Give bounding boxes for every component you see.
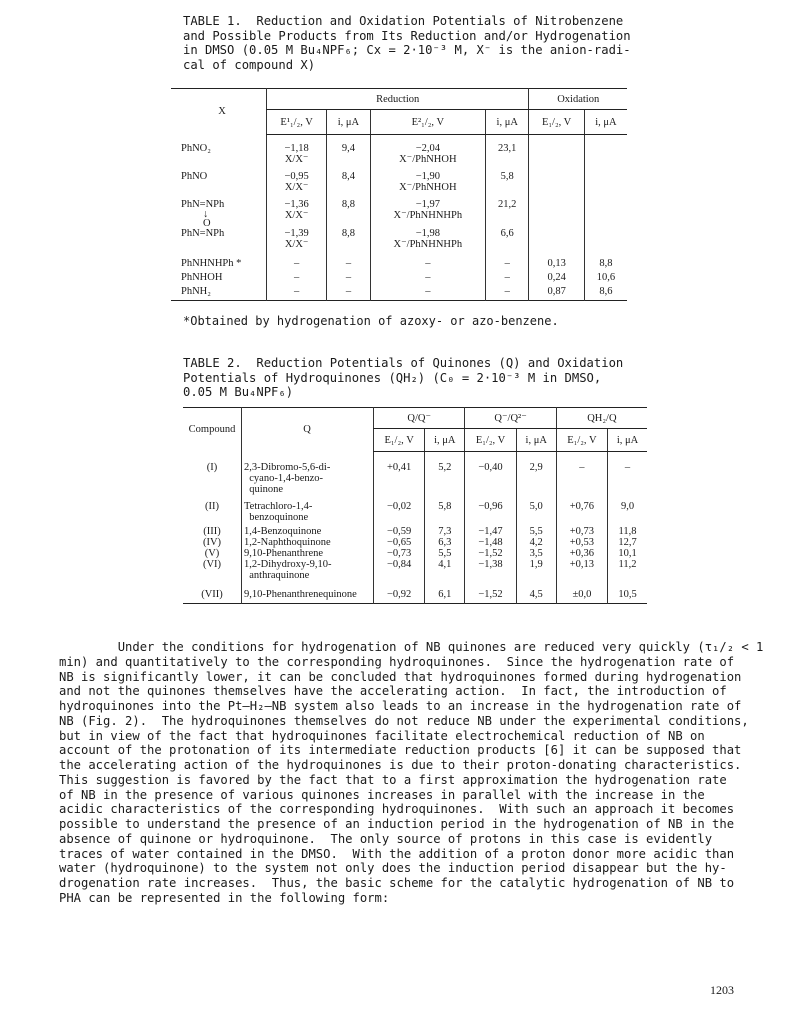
table2-cell-e2: −1,38 <box>465 559 516 581</box>
table1-header-reduction: Reduction <box>267 89 529 110</box>
table2-cell-e1: −0,02 <box>374 498 425 526</box>
table1-cell-e1: −0,95 <box>284 171 309 182</box>
table1-footnote: *Obtained by hydrogenation of azoxy- or azo-benzene. <box>183 314 559 328</box>
table1-cell-eox <box>529 228 584 250</box>
table1-cell-i1: 8,4 <box>327 165 370 193</box>
table-row <box>171 143 627 165</box>
table2-cell-i2: 1,9 <box>516 559 556 581</box>
table2-cell-i1: 6,1 <box>425 581 465 604</box>
table2-caption: TABLE 2. Reduction Potentials of Quinones (Q) and Oxidation Potentials of Hydroquinones (QH₂) (C₀ = 2·10⁻³ M in DMSO, 0.05 M Bu₄NPF₆) <box>183 356 624 400</box>
table2-cell-compound: (II) <box>205 500 219 512</box>
table2-cell-i2: 5,0 <box>516 498 556 526</box>
table2-cell-i2: 3,5 <box>516 548 556 559</box>
table1-cell-eox <box>529 143 584 165</box>
table1-cell-e1-couple: X/X⁻ <box>284 154 309 165</box>
table2-cell-e2: −0,96 <box>465 498 516 526</box>
table1-cell-i1: – <box>327 250 370 269</box>
table1-cell-e1: – <box>267 283 327 301</box>
table1-cell-iox: 8,8 <box>584 250 627 269</box>
table2-cell-e3: ±0,0 <box>556 581 607 604</box>
azoxy-arrow-icon: ↓ <box>203 209 209 220</box>
table1-cell-x: PhN=NPh <box>181 228 225 239</box>
table1-cell-x: PhNHOH <box>181 272 223 283</box>
table1-header-e1: E¹₁/₂, V <box>267 110 327 135</box>
table2-cell-i1: 5,2 <box>425 452 465 498</box>
table2-cell-e2: −0,40 <box>465 452 516 498</box>
table2-cell-compound: (V) <box>204 547 220 559</box>
table2-header-i: i, μA <box>608 429 647 452</box>
table1-cell-eox: 0,24 <box>529 269 584 283</box>
table2-cell-quinone: 1,2-Naphthoquinone <box>242 537 374 548</box>
table1-cell-i1: 8,8 <box>327 228 370 250</box>
table2-cell-i3: 11,8 <box>608 526 647 537</box>
table1-cell-i1: – <box>327 269 370 283</box>
table-row <box>183 537 647 548</box>
table2-cell-e2: −1,52 <box>465 548 516 559</box>
table1-cell-i2: – <box>486 250 529 269</box>
table2-cell-e3: +0,13 <box>556 559 607 581</box>
table1-cell-x: PhNH₂ <box>181 286 211 297</box>
table1-cell-e2: – <box>370 269 485 283</box>
table1-cell-i2: 23,1 <box>486 143 529 165</box>
table1-cell-eox: 0,13 <box>529 250 584 269</box>
table1-cell-e2: −1,90 <box>415 171 440 182</box>
table2-cell-i1: 6,3 <box>425 537 465 548</box>
table1-cell-e2-couple: X⁻/PhNHNHPh <box>393 239 463 250</box>
table2-cell-e1: −0,59 <box>374 526 425 537</box>
table2-cell-e2: −1,47 <box>465 526 516 537</box>
table2-cell-i3: 12,7 <box>608 537 647 548</box>
table-row <box>171 165 627 193</box>
table1-cell-iox <box>584 143 627 165</box>
body-paragraph: Under the conditions for hydrogenation of NB quinones are reduced very quickly (τ₁/₂ < 1 min) and quantitatively to the corresponding hydroquinones. Since the hydrogenation rate of NB is significantly lower, it can be concluded that hydroquinones formed during hydrogenation and not the quinones themselves have the accelerating action. In fact, the introduction of hydroquinones into the Pt–H₂–NB system also leads to an increase in the hydrogenation rate of NB (Fig. 2). The hydroquinones themselves do not reduce NB under the experimental conditions, but in view of the fact that hydroquinones facilitate electrochemical reduction of NB on account of the protonation of its intermediate reduction products [6] it can be supposed that the accelerating action of the hydroquinones is due to their proton-donating characteristics. This suggestion is favored by the fact that to a first approximation the hydrogenation rate of NB in the presence of various quinones increases in parallel with the increase in the acidic characteristics of the corresponding hydroquinones. With such an approach it becomes possible to understand the presence of an induction period in the hydrogenation of NB in the absence of quinone or hydroquinone. The only source of protons in this case is evidently traces of water contained in the DMSO. With the addition of a proton donor more acidic than water (hydroquinone) to the system not only does the induction period disappear but the hy- drogenation rate increases. Thus, the basic scheme for the catalytic hydrogenation of NB to PHA can be represented in the following form: <box>59 640 764 905</box>
table1-cell-e1: −1,39 <box>284 228 309 239</box>
table1-cell-e1-couple: X/X⁻ <box>284 239 309 250</box>
table2-cell-e3: +0,53 <box>556 537 607 548</box>
table2-cell-e1: −0,73 <box>374 548 425 559</box>
table-row <box>171 228 627 250</box>
table2-cell-i3: 10,1 <box>608 548 647 559</box>
table-row <box>183 452 647 498</box>
table-row <box>183 548 647 559</box>
table2-cell-quinone: 9,10-Phenanthrene <box>242 548 374 559</box>
table-row <box>171 269 627 283</box>
table2-cell-e2: −1,48 <box>465 537 516 548</box>
table1-cell-iox <box>584 165 627 193</box>
table2 <box>183 407 647 604</box>
table1-header-eox: E₁/₂, V <box>529 110 584 135</box>
table1-cell-e1: – <box>267 250 327 269</box>
table2-cell-quinone: 1,2-Dihydroxy-9,10- anthraquinone <box>242 559 374 581</box>
table1-cell-e2: – <box>370 250 485 269</box>
table2-cell-e1: −0,92 <box>374 581 425 604</box>
table1-cell-e2: – <box>370 283 485 301</box>
table1 <box>171 88 627 301</box>
table2-cell-quinone: 1,4-Benzoquinone <box>242 526 374 537</box>
table-row <box>171 250 627 269</box>
table1-header-iox: i, μA <box>584 110 627 135</box>
table1-cell-e2: −1,97 <box>415 199 440 210</box>
table1-cell-e1-couple: X/X⁻ <box>284 210 309 221</box>
table1-cell-e1-couple: X/X⁻ <box>284 182 309 193</box>
table2-cell-e2: −1,52 <box>465 581 516 604</box>
table2-header-compound: Compound <box>188 424 236 436</box>
table1-cell-eox <box>529 193 584 228</box>
page-number: 1203 <box>710 983 734 997</box>
table-row <box>171 193 627 228</box>
table2-cell-quinone: 9,10-Phenanthrenequinone <box>242 581 374 604</box>
table2-cell-quinone: 2,3-Dibromo-5,6-di- cyano-1,4-benzo- quinone <box>242 452 374 498</box>
table2-cell-e1: +0,41 <box>374 452 425 498</box>
table1-header-x: X <box>218 106 226 118</box>
table1-cell-iox: 10,6 <box>584 269 627 283</box>
table1-cell-x: PhNO₂ <box>181 143 211 154</box>
table2-header-i: i, μA <box>516 429 556 452</box>
table2-header-e: E₁/₂, V <box>556 429 607 452</box>
table1-cell-iox <box>584 228 627 250</box>
table2-cell-compound: (VII) <box>201 588 223 600</box>
table2-cell-i1: 4,1 <box>425 559 465 581</box>
table2-cell-compound: (VI) <box>202 558 222 570</box>
table2-cell-i3: 11,2 <box>608 559 647 581</box>
table2-header-group2: Q⁻/Q²⁻ <box>465 408 556 429</box>
table1-cell-i1: 9,4 <box>327 143 370 165</box>
table1-cell-e2-couple: X⁻/PhNHNHPh <box>393 210 463 221</box>
table1-cell-e2: −2,04 <box>415 143 440 154</box>
table-row <box>183 559 647 581</box>
table1-header-e2: E²₁/₂, V <box>370 110 485 135</box>
table-row <box>183 581 647 604</box>
table1-cell-x: PhN=NPh <box>181 199 225 210</box>
table1-cell-e1: – <box>267 269 327 283</box>
table1-header-i1: i, μA <box>327 110 370 135</box>
table2-header-group1: Q/Q⁻ <box>374 408 465 429</box>
table1-cell-e2: −1,98 <box>415 228 440 239</box>
table1-cell-i2: 6,6 <box>486 228 529 250</box>
table-row <box>183 498 647 526</box>
table2-cell-i1: 5,5 <box>425 548 465 559</box>
table2-header-e: E₁/₂, V <box>465 429 516 452</box>
table2-cell-quinone: Tetrachloro-1,4- benzoquinone <box>242 498 374 526</box>
table1-header-i2: i, μA <box>486 110 529 135</box>
table2-cell-i3: 10,5 <box>608 581 647 604</box>
table1-header-oxidation: Oxidation <box>529 89 627 110</box>
table2-cell-e3: +0,36 <box>556 548 607 559</box>
table1-cell-i1: 8,8 <box>327 193 370 228</box>
table1-cell-i2: 5,8 <box>486 165 529 193</box>
table2-header-e: E₁/₂, V <box>374 429 425 452</box>
table2-cell-e3: +0,73 <box>556 526 607 537</box>
table2-cell-i2: 4,2 <box>516 537 556 548</box>
table2-cell-e3: +0,76 <box>556 498 607 526</box>
table2-cell-compound: (IV) <box>202 536 222 548</box>
table1-cell-e2-couple: X⁻/PhNHOH <box>399 182 457 193</box>
table1-cell-iox <box>584 193 627 228</box>
table1-cell-eox <box>529 165 584 193</box>
table1-cell-x: PhNO <box>181 171 208 182</box>
table2-cell-e1: −0,84 <box>374 559 425 581</box>
table2-cell-i1: 7,3 <box>425 526 465 537</box>
table2-cell-i2: 5,5 <box>516 526 556 537</box>
table1-cell-iox: 8,6 <box>584 283 627 301</box>
table1-cell-e2-couple: X⁻/PhNHOH <box>399 154 457 165</box>
table2-cell-e3: – <box>556 452 607 498</box>
table2-cell-i3: 9,0 <box>608 498 647 526</box>
table2-cell-i1: 5,8 <box>425 498 465 526</box>
table2-cell-i2: 2,9 <box>516 452 556 498</box>
table1-cell-e1: −1,36 <box>284 199 309 210</box>
table1-cell-i2: – <box>486 269 529 283</box>
table2-cell-compound: (III) <box>203 525 221 537</box>
table1-cell-eox: 0,87 <box>529 283 584 301</box>
table2-header-group3: QH₂/Q <box>556 408 647 429</box>
table1-cell-x: PhNHNHPh * <box>181 258 242 269</box>
table2-cell-compound: (I) <box>206 461 218 473</box>
table2-cell-e1: −0,65 <box>374 537 425 548</box>
table1-cell-e1: −1,18 <box>284 143 309 154</box>
table2-header-q: Q <box>242 408 374 452</box>
table1-cell-i2: 21,2 <box>486 193 529 228</box>
table1-cell-i2: – <box>486 283 529 301</box>
table1-caption: TABLE 1. Reduction and Oxidation Potentials of Nitrobenzene and Possible Products from Its Reduction and/or Hydrogenation in DMSO (0.05 M Bu₄NPF₆; Cx = 2·10⁻³ M, X⁻ is the anion-radi- cal of compound X) <box>183 14 631 72</box>
azoxy-oxygen: O <box>203 218 211 229</box>
table1-cell-i1: – <box>327 283 370 301</box>
table-row <box>183 526 647 537</box>
table2-cell-i3: – <box>608 452 647 498</box>
table2-header-i: i, μA <box>425 429 465 452</box>
table2-cell-i2: 4,5 <box>516 581 556 604</box>
table-row <box>171 283 627 301</box>
